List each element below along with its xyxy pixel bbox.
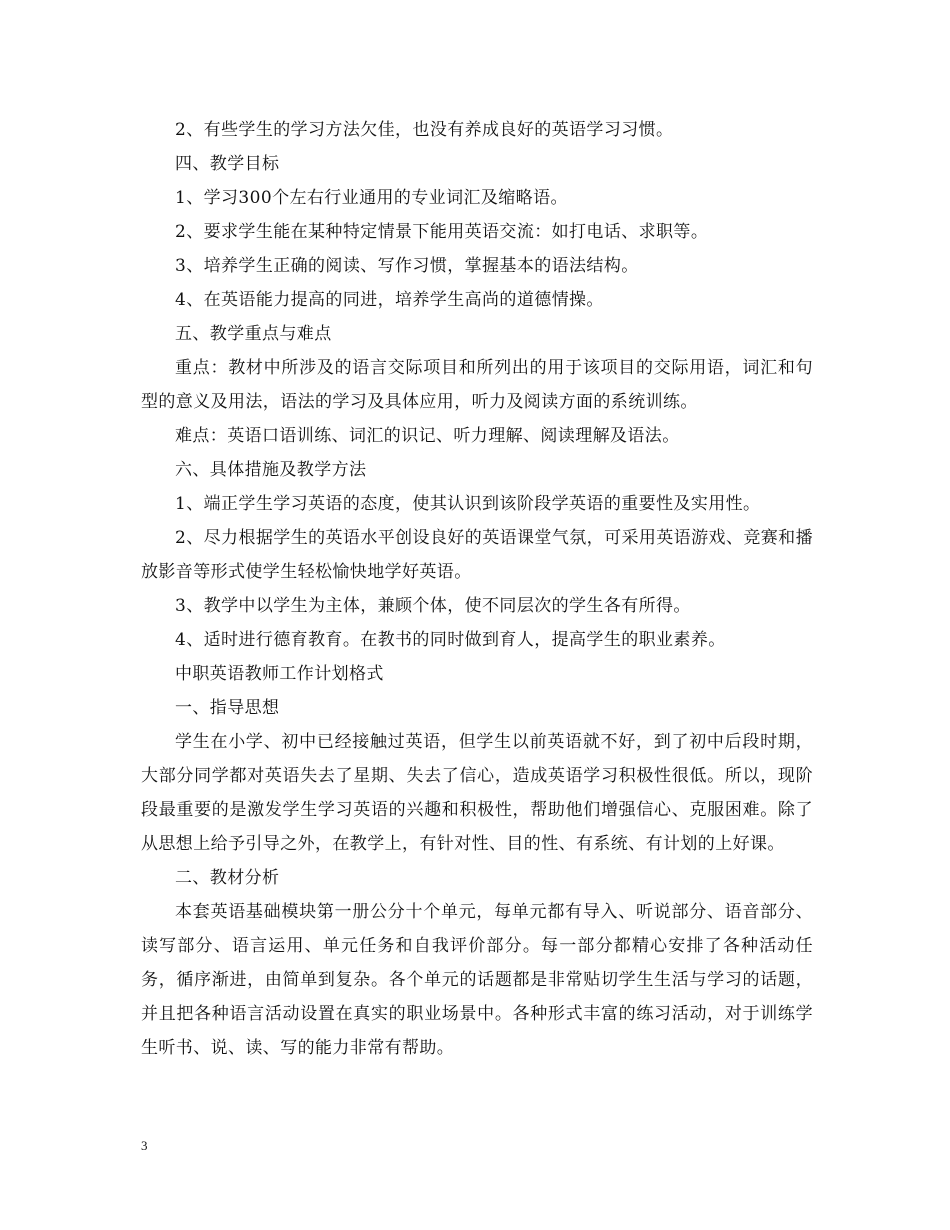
page-number: 3 — [141, 1138, 148, 1153]
section-heading-textbook-analysis: 二、教材分析 — [175, 868, 280, 888]
paragraph: 难点：英语口语训练、词汇的识记、听力理解、阅读理解及语法。 — [175, 426, 680, 446]
section-heading-key-points: 五、教学重点与难点 — [175, 324, 332, 344]
paragraph: 4、在英语能力提高的同进，培养学生高尚的道德情操。 — [175, 290, 604, 310]
section-heading-methods: 六、具体措施及教学方法 — [175, 460, 367, 480]
section-heading-guiding-ideas: 一、指导思想 — [175, 698, 280, 718]
paragraph: 2、尽力根据学生的英语水平创设良好的英语课堂气氛，可采用英语游戏、竞赛和播放影音等形式使学生轻松愉快地学好英语。 — [141, 528, 813, 582]
section-heading-teaching-goals: 四、教学目标 — [175, 154, 280, 174]
paragraph: 1、学习300个左右行业通用的专业词汇及缩略语。 — [175, 188, 568, 208]
paragraph: 1、端正学生学习英语的态度，使其认识到该阶段学英语的重要性及实用性。 — [175, 494, 761, 514]
paragraph: 本套英语基础模块第一册公分十个单元，每单元都有导入、听说部分、语音部分、读写部分、语言运用、单元任务和自我评价部分。每一部分都精心安排了各种活动任务，循序渐进，由简单到复杂。各个单元的话题都是非常贴切学生生活与学习的话题，并且把各种语言活动设置在真实的职业场景中。各种形式丰富的练习活动，对于训练学生听书、说、读、写的能力非常有帮助。 — [141, 902, 813, 1058]
paragraph: 3、培养学生正确的阅读、写作习惯，掌握基本的语法结构。 — [175, 256, 639, 276]
document-subtitle: 中职英语教师工作计划格式 — [175, 664, 384, 684]
paragraph: 2、有些学生的学习方法欠佳，也没有养成良好的英语学习习惯。 — [175, 120, 674, 140]
paragraph: 学生在小学、初中已经接触过英语，但学生以前英语就不好，到了初中后段时期，大部分同学都对英语失去了星期、失去了信心，造成英语学习积极性很低。所以，现阶段最重要的是激发学生学习英语的兴趣和积极性，帮助他们增强信心、克服困难。除了从思想上给予引导之外，在教学上，有针对性、目的性、有系统、有计划的上好课。 — [141, 732, 813, 854]
document-body — [141, 113, 813, 1065]
paragraph: 4、适时进行德育教育。在教书的同时做到育人，提高学生的职业素养。 — [175, 630, 726, 650]
paragraph: 重点：教材中所涉及的语言交际项目和所列出的用于该项目的交际用语，词汇和句型的意义及用法，语法的学习及具体应用，听力及阅读方面的系统训练。 — [141, 358, 813, 412]
paragraph: 3、教学中以学生为主体，兼顾个体，使不同层次的学生各有所得。 — [175, 596, 691, 616]
paragraph: 2、要求学生能在某种特定情景下能用英语交流：如打电话、求职等。 — [175, 222, 709, 242]
